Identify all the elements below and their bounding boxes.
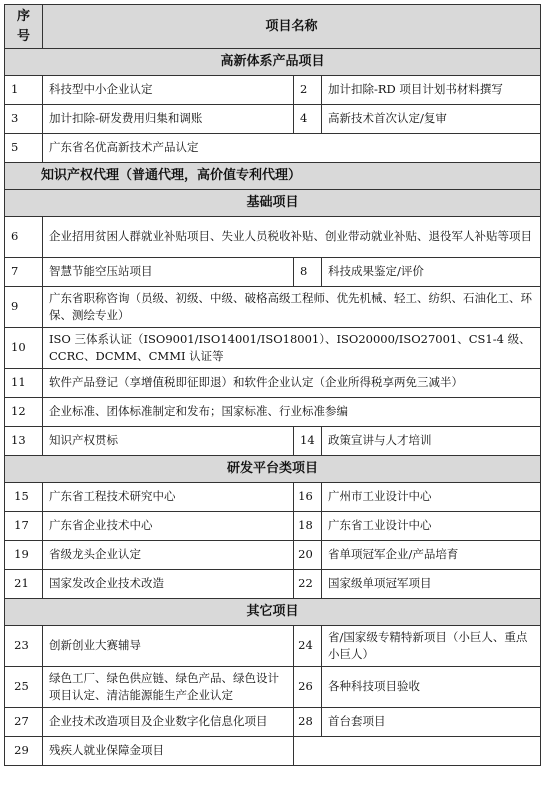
section-row — [5, 456, 541, 483]
item-number: 4 — [294, 105, 322, 134]
item-number: 2 — [294, 76, 322, 105]
item-number: 3 — [5, 105, 43, 134]
section-row — [5, 599, 541, 626]
item-name: 软件产品登记（享增值税即征即退）和软件企业认定（企业所得税享两免三减半） — [43, 369, 541, 398]
table-row — [5, 76, 541, 105]
section-row — [5, 49, 541, 76]
item-name: 企业招用贫困人群就业补贴项目、失业人员税收补贴、创业带动就业补贴、退役军人补贴等项目 — [43, 217, 541, 258]
empty-cell — [294, 737, 541, 766]
item-number: 9 — [5, 287, 43, 328]
section-ip: 知识产权代理（普通代理，高价值专利代理） — [5, 163, 541, 190]
table-row — [5, 328, 541, 369]
item-name: 政策宣讲与人才培训 — [322, 427, 541, 456]
table-row — [5, 217, 541, 258]
item-name: 智慧节能空压站项目 — [43, 258, 294, 287]
item-name: 广东省职称咨询（员级、初级、中级、破格高级工程师、优先机械、轻工、纺织、石油化工、环保、测绘专业） — [43, 287, 541, 328]
item-number: 13 — [5, 427, 43, 456]
item-name: 知识产权贯标 — [43, 427, 294, 456]
item-number: 24 — [294, 626, 322, 667]
item-number: 20 — [294, 541, 322, 570]
table-row — [5, 105, 541, 134]
item-name: 企业标准、团体标准制定和发布；国家标准、行业标准参编 — [43, 398, 541, 427]
table-row — [5, 541, 541, 570]
item-number: 26 — [294, 667, 322, 708]
table-row — [5, 483, 541, 512]
item-number: 7 — [5, 258, 43, 287]
item-number: 22 — [294, 570, 322, 599]
item-number: 10 — [5, 328, 43, 369]
item-name: 省/国家级专精特新项目（小巨人、重点小巨人） — [322, 626, 541, 667]
item-name: 广东省工程技术研究中心 — [43, 483, 294, 512]
table-row — [5, 427, 541, 456]
item-number: 15 — [5, 483, 43, 512]
table-row — [5, 398, 541, 427]
service-table — [4, 4, 541, 766]
item-name: 加计扣除-RD 项目计划书材料撰写 — [322, 76, 541, 105]
item-name: 国家级单项冠军项目 — [322, 570, 541, 599]
item-name: 广东省名优高新技术产品认定 — [43, 134, 541, 163]
item-name: 加计扣除-研发费用归集和调账 — [43, 105, 294, 134]
table-row — [5, 369, 541, 398]
item-name: 企业技术改造项目及企业数字化信息化项目 — [43, 708, 294, 737]
table-row — [5, 134, 541, 163]
header-num: 序号 — [5, 5, 43, 49]
section-basic: 基础项目 — [5, 190, 541, 217]
item-number: 14 — [294, 427, 322, 456]
section-platform: 研发平台类项目 — [5, 456, 541, 483]
item-number: 5 — [5, 134, 43, 163]
item-name: ISO 三体系认证（ISO9001/ISO14001/ISO18001）、ISO20000/ISO27001、CS1-4 级、CCRC、DCMM、CMMI 认证等 — [43, 328, 541, 369]
item-number: 21 — [5, 570, 43, 599]
item-name: 广州市工业设计中心 — [322, 483, 541, 512]
section-other: 其它项目 — [5, 599, 541, 626]
table-row — [5, 708, 541, 737]
item-number: 8 — [294, 258, 322, 287]
item-number: 18 — [294, 512, 322, 541]
section-hightech: 高新体系产品项目 — [5, 49, 541, 76]
item-number: 17 — [5, 512, 43, 541]
table-row — [5, 258, 541, 287]
table-row — [5, 626, 541, 667]
section-row — [5, 190, 541, 217]
item-name: 首台套项目 — [322, 708, 541, 737]
item-name: 科技成果鉴定/评价 — [322, 258, 541, 287]
item-name: 省单项冠军企业/产品培育 — [322, 541, 541, 570]
section-row — [5, 163, 541, 190]
item-number: 23 — [5, 626, 43, 667]
item-number: 29 — [5, 737, 43, 766]
item-name: 广东省工业设计中心 — [322, 512, 541, 541]
table-row — [5, 737, 541, 766]
item-name: 国家发改企业技术改造 — [43, 570, 294, 599]
item-name: 残疾人就业保障金项目 — [43, 737, 294, 766]
item-number: 1 — [5, 76, 43, 105]
item-number: 28 — [294, 708, 322, 737]
item-number: 12 — [5, 398, 43, 427]
item-number: 16 — [294, 483, 322, 512]
table-row — [5, 512, 541, 541]
header-name: 项目名称 — [43, 5, 541, 49]
item-number: 25 — [5, 667, 43, 708]
item-number: 6 — [5, 217, 43, 258]
item-number: 27 — [5, 708, 43, 737]
table-row — [5, 570, 541, 599]
table-row — [5, 287, 541, 328]
item-name: 省级龙头企业认定 — [43, 541, 294, 570]
item-name: 创新创业大赛辅导 — [43, 626, 294, 667]
item-name: 高新技术首次认定/复审 — [322, 105, 541, 134]
item-name: 广东省企业技术中心 — [43, 512, 294, 541]
item-name: 绿色工厂、绿色供应链、绿色产品、绿色设计项目认定、清洁能源能生产企业认定 — [43, 667, 294, 708]
item-number: 19 — [5, 541, 43, 570]
item-name: 各种科技项目验收 — [322, 667, 541, 708]
table-header-row — [5, 5, 541, 49]
item-name: 科技型中小企业认定 — [43, 76, 294, 105]
item-number: 11 — [5, 369, 43, 398]
table-row — [5, 667, 541, 708]
